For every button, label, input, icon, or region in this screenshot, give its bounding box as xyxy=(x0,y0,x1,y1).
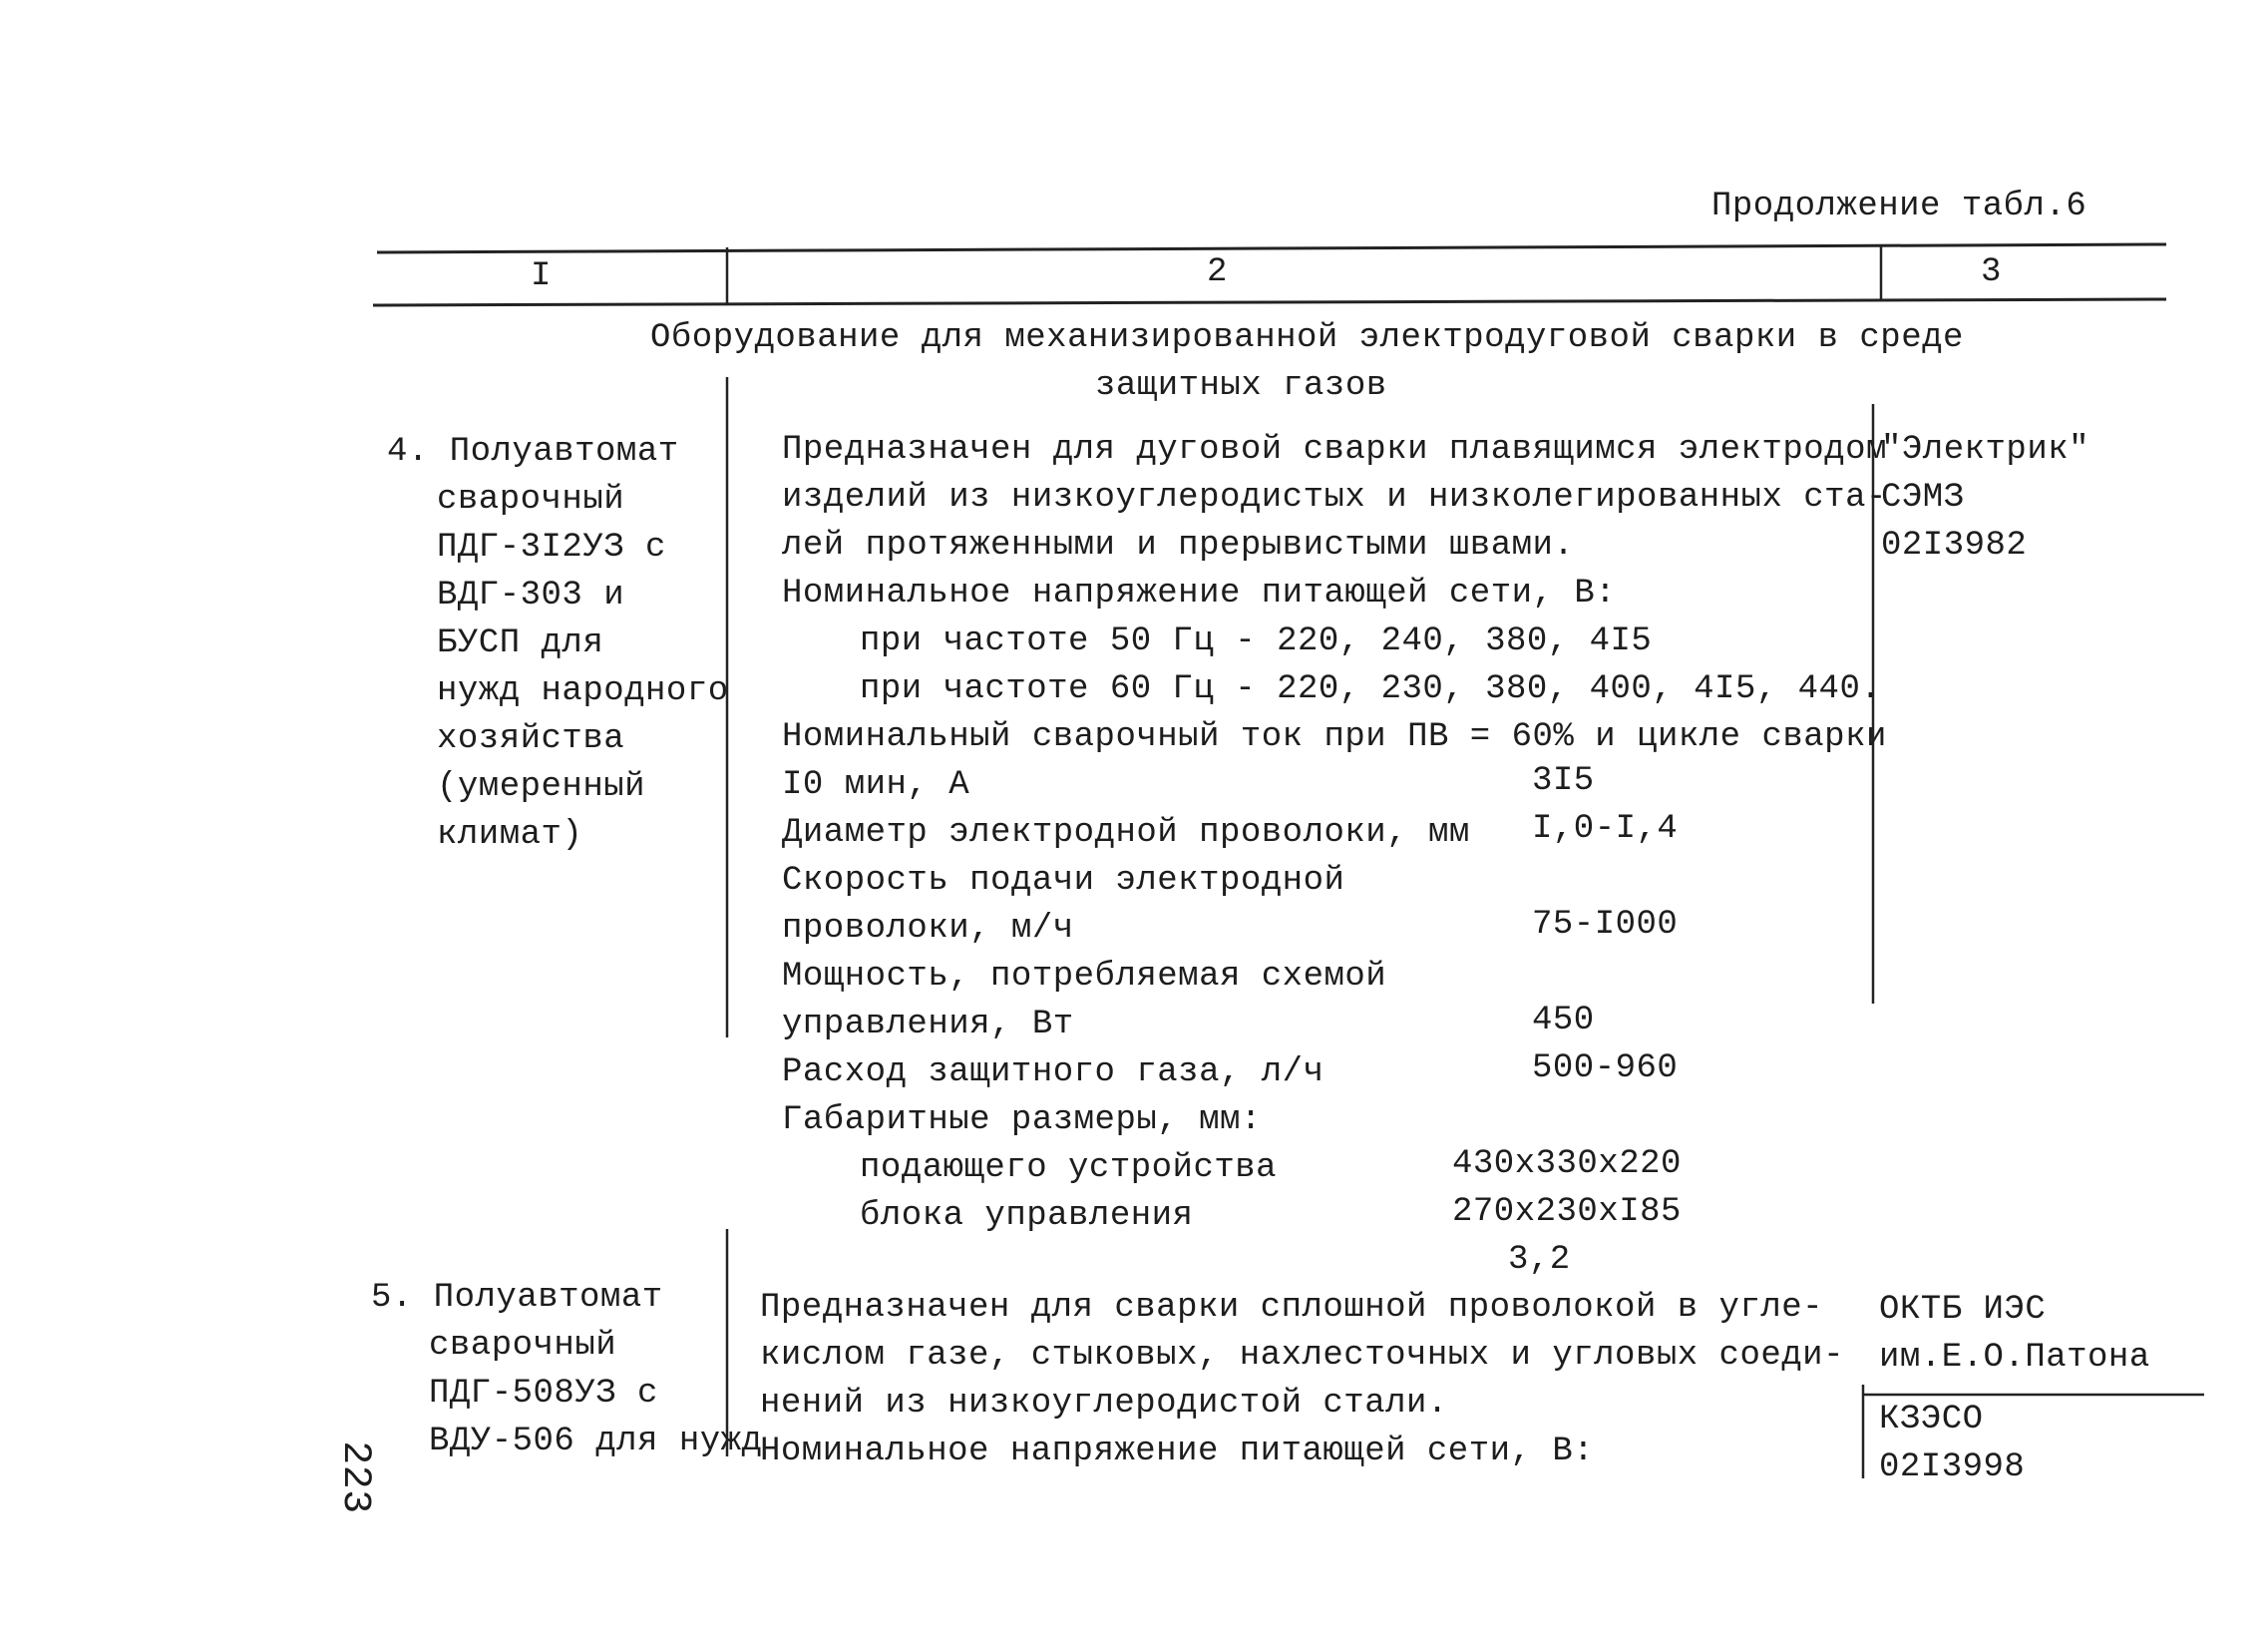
section-title-line-1: Оборудование для механизированной электродуговой сварки в среде xyxy=(650,319,1964,357)
item4-name-line: сварочный xyxy=(437,481,625,519)
item4-feeder-value: 430х330х220 xyxy=(1452,1145,1682,1183)
item4-dimensions-label: Габаритные размеры, мм: xyxy=(782,1101,1262,1139)
column-1-number: I xyxy=(531,257,552,295)
item4-name-line: ПДГ-3I2УЗ с xyxy=(437,529,666,567)
item4-description-line: Предназначен для дуговой сварки плавящимся электродом xyxy=(782,431,1887,469)
item4-name-line: хозяйства xyxy=(437,720,625,758)
item4-speed-value: 75-I000 xyxy=(1532,906,1679,944)
item4-control-label: блока управления xyxy=(860,1197,1194,1235)
item4-description-line: Номинальное напряжение питающей сети, В: xyxy=(782,575,1617,613)
item4-name-line: климат) xyxy=(437,816,583,854)
item5-maker-line: 02I3998 xyxy=(1879,1448,2026,1486)
item5-name-line: ПДГ-508УЗ с xyxy=(429,1375,658,1413)
item4-control-value: 270х230хI85 xyxy=(1452,1193,1682,1231)
table-continuation-label: Продолжение табл.6 xyxy=(1711,188,2087,225)
item5-description-line: Предназначен для сварки сплошной проволокой в угле- xyxy=(760,1289,1824,1327)
item4-name-line: (умеренный xyxy=(437,768,646,806)
item5-name-line: сварочный xyxy=(429,1327,617,1365)
item4-power-value: 450 xyxy=(1532,1002,1595,1039)
item4-name-line: БУСП для xyxy=(437,624,604,662)
item5-maker-line: ОКТБ ИЭС xyxy=(1879,1291,2047,1329)
item5-description-line: нений из низкоуглеродистой стали. xyxy=(760,1385,1448,1423)
item4-current-label-cont: I0 мин, А xyxy=(782,766,970,804)
item4-gas-value: 500-960 xyxy=(1532,1049,1679,1087)
item4-speed-label: Скорость подачи электродной xyxy=(782,862,1345,900)
section-title-line-2: защитных газов xyxy=(1095,367,1387,405)
item4-power-label: Мощность, потребляемая схемой xyxy=(782,958,1387,996)
item5-maker-line: им.Е.О.Патона xyxy=(1879,1339,2150,1377)
item5-description-line: кислом газе, стыковых, нахлесточных и угловых соеди- xyxy=(760,1337,1844,1375)
item4-feeder-label: подающего устройства xyxy=(860,1149,1278,1187)
item5-maker-line: КЗЭСО xyxy=(1879,1401,1984,1439)
item4-diameter-value: I,0-I,4 xyxy=(1532,810,1679,848)
item4-description-line: изделий из низкоуглеродистых и низколегированных ста- xyxy=(782,479,1887,517)
item5-description-line: Номинальное напряжение питающей сети, В: xyxy=(760,1433,1595,1470)
item4-maker-line: "Электрик" xyxy=(1881,431,2090,469)
item4-current-value: 3I5 xyxy=(1532,762,1595,800)
item4-extra-value: 3,2 xyxy=(1508,1241,1571,1279)
item4-diameter-label: Диаметр электродной проволоки, мм xyxy=(782,814,1470,852)
item5-name-line: ВДУ-506 для нужд xyxy=(429,1423,763,1460)
item4-name-line: 4. Полуавтомат xyxy=(387,433,679,471)
page-number: 223 xyxy=(331,1440,377,1514)
item5-name-line: 5. Полуавтомат xyxy=(371,1279,663,1317)
item4-speed-label-cont: проволоки, м/ч xyxy=(782,910,1074,948)
item4-maker-line: 02I3982 xyxy=(1881,527,2028,565)
item4-current-label: Номинальный сварочный ток при ПВ = 60% и цикле сварки xyxy=(782,718,1887,756)
item4-name-line: ВДГ-303 и xyxy=(437,577,625,615)
item4-name-line: нужд народного xyxy=(437,672,729,710)
item4-description-line: лей протяженными и прерывистыми швами. xyxy=(782,527,1575,565)
item4-maker-line: СЭМЗ xyxy=(1881,479,1965,517)
item4-gas-label: Расход защитного газа, л/ч xyxy=(782,1053,1324,1091)
column-2-number: 2 xyxy=(1207,253,1228,291)
item4-voltage-50hz: при частоте 50 Гц - 220, 240, 380, 4I5 xyxy=(860,622,1653,660)
column-3-number: 3 xyxy=(1981,253,2002,291)
item4-power-label-cont: управления, Вт xyxy=(782,1006,1074,1043)
item4-voltage-60hz: при частоте 60 Гц - 220, 230, 380, 400, 4I5, 440. xyxy=(860,670,1882,708)
